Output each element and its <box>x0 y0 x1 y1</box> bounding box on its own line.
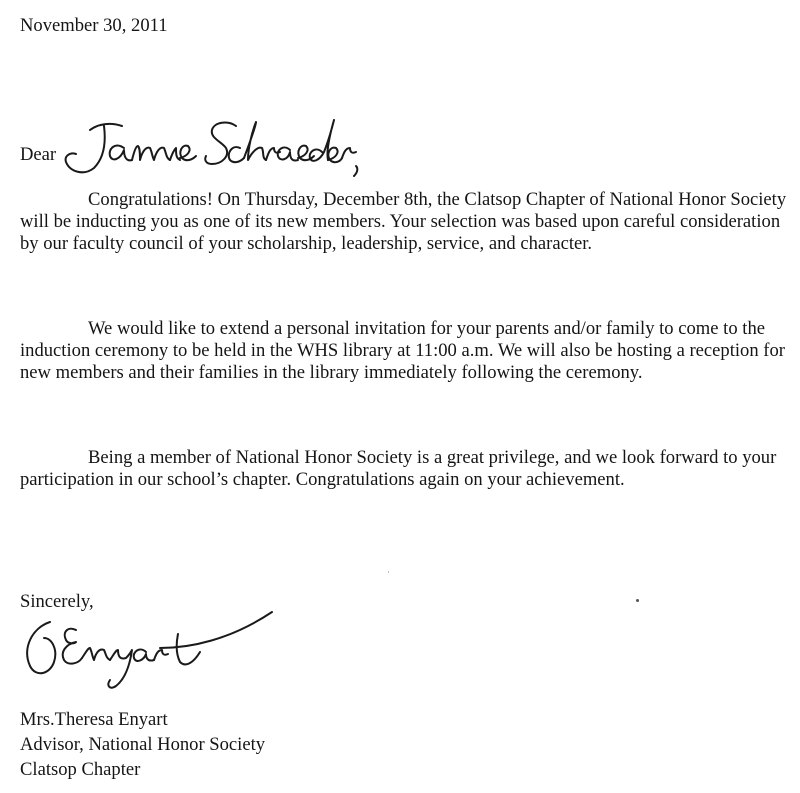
signer-name: Mrs.Theresa Enyart <box>20 709 168 730</box>
body-paragraph-1 <box>20 189 792 255</box>
scan-speck <box>388 571 389 573</box>
salutation: Dear <box>20 144 57 165</box>
paragraph-text: Congratulations! On Thursday, December 8th, the Clatsop Chapter of National Honor Society will be inducting you as one of its new members. Your selection was based upon careful consideration by our faculty council of your scholarship, leadership, service, and character. <box>20 189 787 254</box>
letter-date: November 30, 2011 <box>20 15 168 36</box>
body-paragraph-2: We would like to extend a personal invitation for your parents and/or family to come to the induction ceremony to be held in the WHS library at 11:00 a.m. We will also be hosting a reception for new members and their families in the library immediately following the ceremony. <box>20 318 785 383</box>
body-paragraph-3: Being a member of National Honor Society is a great privilege, and we look forward to your participation in our school’s chapter. Congratulations again on your achievement. <box>20 447 777 490</box>
scan-speck <box>636 599 639 602</box>
signer-organization: Clatsop Chapter <box>20 759 141 780</box>
signer-title: Advisor, National Honor Society <box>20 734 266 755</box>
handwritten-signature <box>10 608 280 692</box>
handwritten-recipient-name <box>60 112 360 180</box>
closing: Sincerely, <box>20 591 94 612</box>
